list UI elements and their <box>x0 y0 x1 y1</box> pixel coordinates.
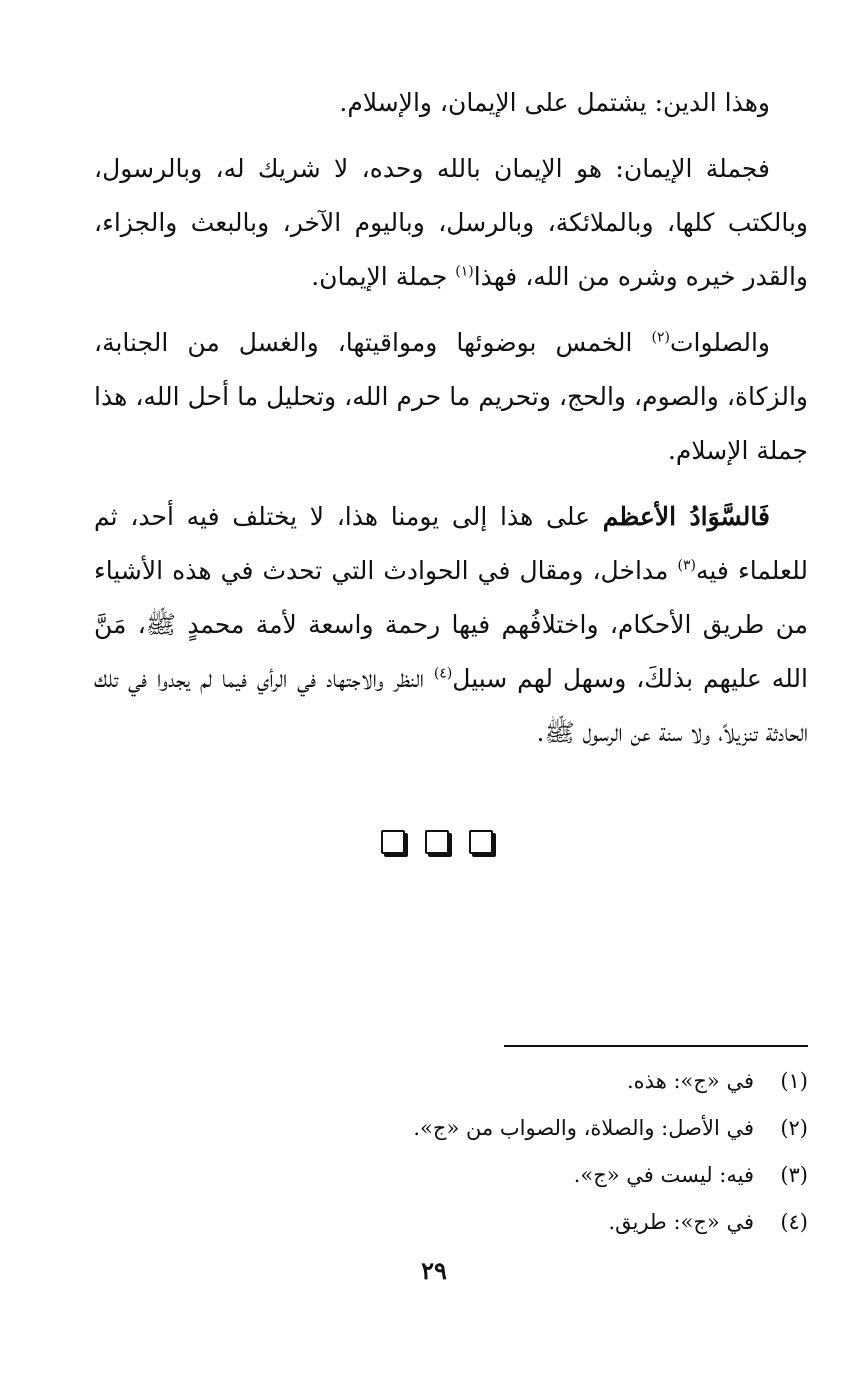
footnote-item <box>300 1199 808 1246</box>
footnote-item <box>300 1105 808 1152</box>
ornament-box-icon <box>469 830 493 854</box>
footnote-item <box>300 1058 808 1105</box>
footnote-number: (٣) <box>780 1163 808 1187</box>
paragraph-4-text-2: مداخل، ومقال في الحوادث التي تحدث في هذه الأشياء من طريق الأحكام، واختلافُهم فيها رحمة واسعة لأمة محمدٍ ﷺ، مَنَّ الله عليهم بذلكَ، وسهل لهم سبيل <box>94 556 808 693</box>
paragraph-2 <box>94 142 808 304</box>
page-number: ٢٩ <box>421 1256 447 1285</box>
footnote-ref-4: (٤) <box>433 665 453 682</box>
footnotes <box>300 1058 808 1246</box>
footnote-text: في الأصل: والصلاة، والصواب من «ج». <box>413 1116 754 1140</box>
paragraph-2-text-end: جملة الإيمان. <box>311 262 456 291</box>
ornament-box-icon <box>381 830 405 854</box>
footnote-ref-1: (١) <box>455 263 474 280</box>
section-divider-ornament <box>0 830 868 854</box>
main-text <box>94 76 808 772</box>
footnote-number: (٤) <box>780 1210 808 1234</box>
paragraph-4-text-1: على هذا إلى يومنا هذا، لا يختلف فيه أحد، ثم للعلماء فيه <box>94 502 809 585</box>
paragraph-3-text-end: الخمس بوضوئها ومواقيتها، والغسل من الجنابة، والزكاة، والصوم، والحج، وتحريم ما حرم الله، وتحليل ما أحل الله، هذا جملة الإسلام. <box>94 328 808 465</box>
footnote-ref-2: (٢) <box>651 329 670 346</box>
footnote-item <box>300 1152 808 1199</box>
ornament-box-icon <box>425 830 449 854</box>
footnote-text: فيه: ليست في «ج». <box>573 1163 754 1187</box>
footnote-number: (٢) <box>780 1116 808 1140</box>
footnote-ref-3: (٣) <box>677 557 696 574</box>
paragraph-1-text: وهذا الدين: يشتمل على الإيمان، والإسلام. <box>339 88 770 117</box>
footnote-text: في «ج»: طريق. <box>608 1210 754 1234</box>
paragraph-4-bold-phrase: فَالسَّوَادُ الأعظم <box>602 502 770 531</box>
footnote-text: في «ج»: هذه. <box>627 1069 754 1093</box>
footnote-number: (١) <box>780 1069 808 1093</box>
footnote-separator <box>504 1045 808 1047</box>
paragraph-1 <box>94 76 808 130</box>
paragraph-3-text: والصلوات <box>670 328 770 357</box>
paragraph-4 <box>94 490 808 760</box>
paragraph-2-text: فجملة الإيمان: هو الإيمان بالله وحده، لا شريك له، وبالرسول، وبالكتب كلها، وبالملائكة، وبالرسل، وباليوم الآخر، وبالبعث والجزاء، والقدر خيره وشره من الله، فهذا <box>94 154 808 291</box>
paragraph-3 <box>94 316 808 478</box>
paragraph-4-text-3: النظر والاجتهاد في الرأي فيما لم يجدوا في تلك الحادثة تنزيلاً، ولا سنة عن الرسول ﷺ. <box>94 664 808 747</box>
